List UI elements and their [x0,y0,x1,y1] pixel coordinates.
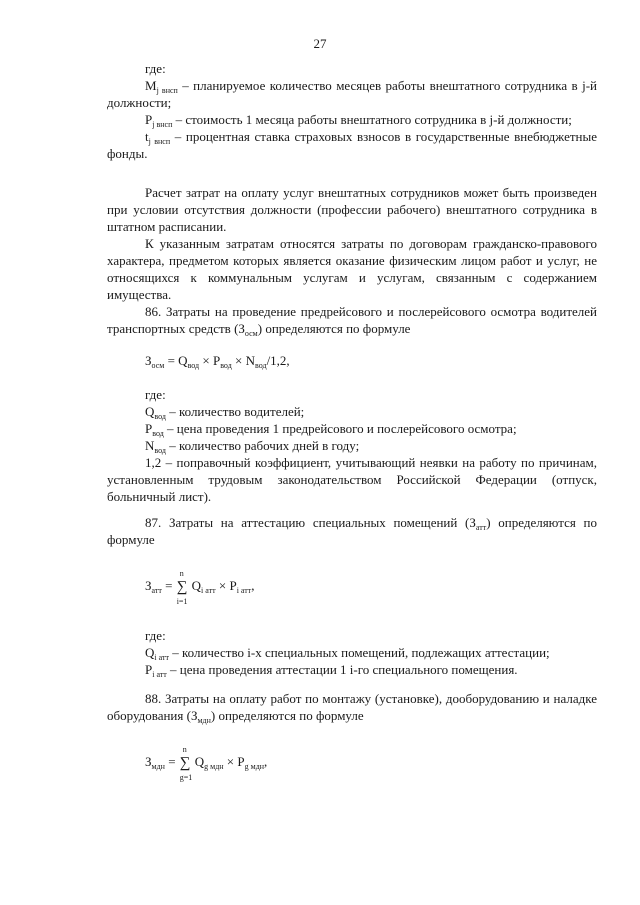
summation-lower-limit: g=1 [179,773,193,782]
symbol: З [469,515,476,530]
paragraph-included-costs: К указанным затратам относятся затраты по договорам гражданско-правового характера, предметом которых является оказание физическим лицом работ и услуг, не относящихся к коммунальным услугам и услугам, связанным с содержанием имущества. [107,236,597,302]
legend-87 [107,627,597,678]
definition-text: – процентная ставка страховых взносов в государственные внебюджетные фонды. [107,129,597,161]
legend-item [107,661,597,678]
legend-item [107,437,597,454]
symbol: N [245,353,255,368]
definition-text: – стоимость 1 месяца работы внештатного сотрудника в j-й должности; [172,112,572,127]
summation-sign [176,569,188,606]
paragraph-calculation: Расчет затрат на оплату услуг внештатных сотрудников может быть произведен при условии отсутствия должности (профессии рабочего) внештатного сотрудника в штатном расписании. [107,185,597,234]
subscript: i атт [154,653,169,662]
subscript: j внсп [148,137,171,146]
operator: × [215,578,230,593]
symbol: Q [194,754,205,769]
definition-text: – количество i-х специальных помещений, подлежащих аттестации; [168,645,550,660]
subscript: j внсп [156,86,178,95]
operator: × [223,754,238,769]
operator: = [161,578,176,593]
formula-86 [145,352,290,369]
definition-text: – цена проведения 1 предрейсового и послерейсового осмотра; [163,421,517,436]
subscript: вод [220,361,232,370]
item-88-block [107,690,597,724]
where-label: где: [145,387,166,402]
subscript: i атт [152,670,167,679]
summation-upper-limit: n [179,569,184,578]
symbol: Q [145,404,155,419]
item-86-heading [107,303,597,337]
symbol: З [145,578,152,593]
subscript: атт [151,586,162,595]
definition-text: – цена проведения аттестации 1 i-го специального помещения. [166,662,518,677]
symbol: З [145,754,152,769]
definition-p [107,111,597,128]
symbol: З [190,708,198,723]
text: , [264,754,268,769]
text: /1,2, [266,353,290,368]
symbol: N [145,438,155,453]
symbol: P [145,421,153,436]
formula-87 [145,569,255,606]
text: ) определяются по формуле [257,321,411,336]
subscript: атт [475,523,487,532]
subscript: i атт [236,586,252,595]
subscript: g мдн [204,762,224,771]
subscript: i атт [201,586,216,595]
definitions-block [107,60,597,162]
operator: = [164,353,179,368]
summation-upper-limit: n [182,745,187,754]
symbol: P [237,754,245,769]
summation-lower-limit: i=1 [176,597,188,606]
definition-text: – количество водителей; [165,404,305,419]
subscript: j внсп [152,120,173,129]
subscript: g мдн [244,762,265,771]
text: , [251,578,255,593]
symbol: З [238,321,245,336]
symbol: P [212,353,221,368]
legend-item [107,403,597,420]
subscript: вод [255,361,267,370]
formula-88 [145,745,268,782]
symbol: З [145,353,152,368]
legend-item [107,420,597,437]
subscript: мдн [151,762,165,771]
item-88-heading [107,690,597,724]
legend-coefficient: 1,2 – поправочный коэффициент, учитывающий неявки на работу по причинам, установленным трудовым законодательством Российской Федерации (отпуск, больничный лист). [107,455,597,504]
subscript: вод [154,446,166,455]
symbol: Q [145,645,155,660]
operator: × [231,353,246,368]
sigma: ∑ [176,579,188,595]
operator: × [199,353,213,368]
subscript: мдн [197,716,211,725]
symbol: M [145,78,157,93]
legend-86 [107,386,597,505]
text: ) определяются по формуле [107,515,597,547]
sigma: ∑ [179,755,191,771]
definition-text: – количество рабочих дней в году; [165,438,360,453]
where-label: где: [145,628,166,643]
subscript: осм [151,361,165,370]
summation-sign [179,745,193,782]
symbol: P [229,578,237,593]
text: ) определяются по формуле [210,708,364,723]
legend-item [107,644,597,661]
paragraph-block [107,184,597,337]
definition-t [107,128,597,162]
symbol: t [145,129,149,144]
subscript: вод [154,412,166,421]
symbol: P [145,112,153,127]
where-label: где: [145,61,166,76]
item-87-block [107,514,597,548]
subscript: осм [244,329,258,338]
text: 87. Затраты на аттестацию специальных помещений ( [145,515,470,530]
subscript: вод [187,361,200,370]
subscript: вод [152,429,164,438]
page-number: 27 [313,36,327,51]
symbol: Q [178,353,188,368]
definition-m [107,77,597,111]
text: 88. Затраты на оплату работ по монтажу (установке), дооборудованию и наладке оборудования ( [107,691,597,723]
operator: = [164,754,179,769]
symbol: Q [191,578,202,593]
item-87-heading [107,514,597,548]
symbol: P [145,662,153,677]
definition-text: – планируемое количество месяцев работы внештатного сотрудника в j-й должности; [107,78,597,110]
text: 86. Затраты на проведение предрейсового и послерейсового осмотра водителей транспортных средств ( [107,304,597,336]
